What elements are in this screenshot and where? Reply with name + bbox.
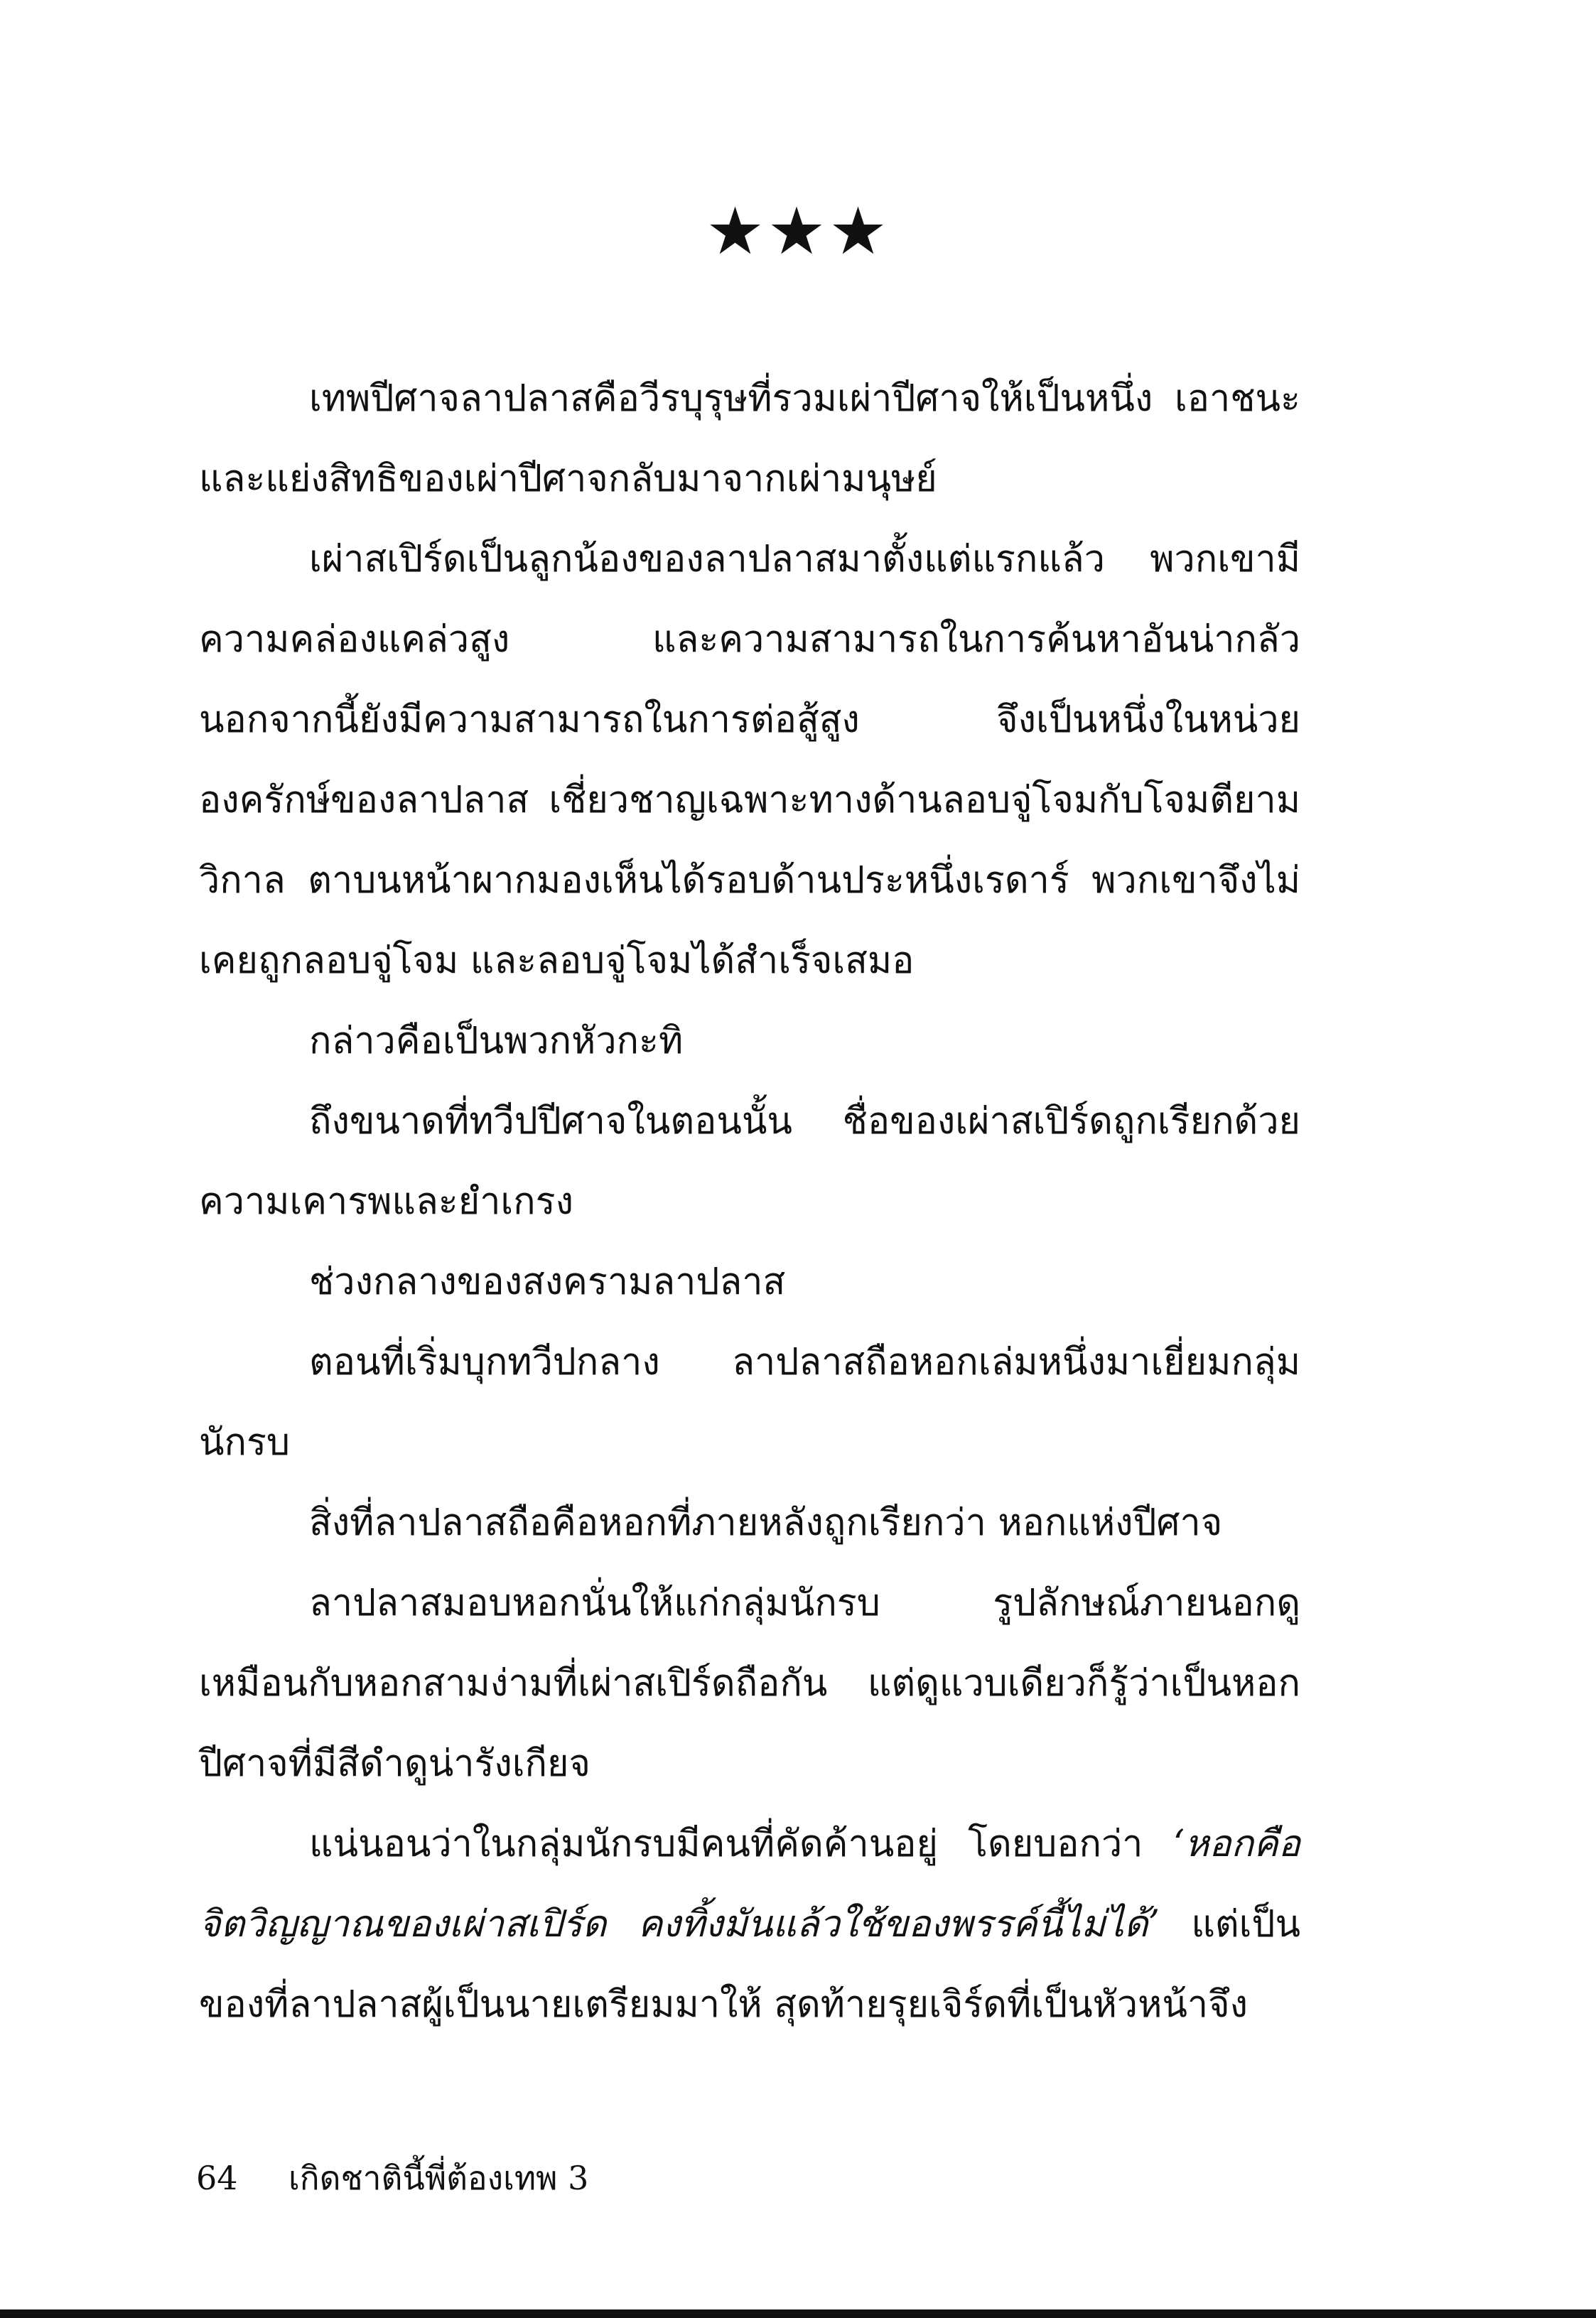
section-break-ornament: ★★★ — [706, 193, 890, 269]
bottom-edge-rule — [0, 2309, 1596, 2318]
page-footer — [196, 2157, 588, 2199]
paragraph-8: ลาปลาสมอบหอกนั่นให้แก่กลุ่มนักรบ รูปลักษณ์ภายนอกดูเหมือนกับหอกสามง่ามที่เผ่าสเปิร์ดถือกัน แต่ดูแวบเดียวก็รู้ว่าเป็นหอกปีศาจที่มีสีดำดูน่ารังเกียจ — [199, 1582, 1300, 1785]
body-text — [199, 359, 1300, 2045]
paragraph-5: ช่วงกลางของสงครามลาปลาส — [309, 1261, 786, 1303]
paragraph-9 — [199, 1804, 1300, 2045]
paragraph-1: เทพปีศาจลาปลาสคือวีรบุรุษที่รวมเผ่าปีศาจให้เป็นหนึ่ง เอาชนะและแย่งสิทธิของเผ่าปีศาจกลับมาจากเผ่ามนุษย์ — [199, 377, 1300, 500]
paragraph-2: เผ่าสเปิร์ดเป็นลูกน้องของลาปลาสมาตั้งแต่แรกแล้ว พวกเขามีความคล่องแคล่วสูง และความสามารถในการค้นหาอันน่ากลัว นอกจากนี้ยังมีความสามารถในการต่อสู้สูง จึงเป็นหนึ่งในหน่วยองครักษ์ของลาปลาส เชี่ยวชาญเฉพาะทางด้านลอบจู่โจมกับโจมตียามวิกาล ตาบนหน้าผากมองเห็นได้รอบด้านประหนึ่งเรดาร์ พวกเขาจึงไม่เคยถูกลอบจู่โจม และลอบจู่โจมได้สำเร็จเสมอ — [199, 538, 1300, 982]
paragraph-4: ถึงขนาดที่ทวีปปีศาจในตอนนั้น ชื่อของเผ่าสเปิร์ดถูกเรียกด้วยความเคารพและยำเกรง — [199, 1100, 1300, 1223]
paragraph-9-lead: แน่นอนว่าในกลุ่มนักรบมีคนที่คัดค้านอยู่ โดยบอกว่า — [309, 1823, 1173, 1865]
page-number: 64 — [196, 2159, 238, 2197]
paragraph-3: กล่าวคือเป็นพวกหัวกะทิ — [309, 1020, 684, 1062]
paragraph-9-tail: แต่เป็นของที่ลาปลาสผู้เป็นนายเตรียมมาให้ สุดท้ายรุยเจิร์ดที่เป็นหัวหน้าจึง — [199, 1903, 1300, 2026]
paragraph-6: ตอนที่เริ่มบุกทวีปกลาง ลาปลาสถือหอกเล่มหนึ่งมาเยี่ยมกลุ่มนักรบ — [199, 1341, 1300, 1464]
book-title: เกิดชาตินี้พี่ต้องเทพ 3 — [289, 2159, 589, 2197]
paragraph-7: สิ่งที่ลาปลาสถือคือหอกที่ภายหลังถูกเรียกว่า หอกแห่งปีศาจ — [309, 1502, 1223, 1544]
quoted-objection: ‘หอกคือจิตวิญญาณของเผ่าสเปิร์ด คงทิ้งมันแล้วใช้ของพรรค์นี้ไม่ได้’ — [199, 1823, 1300, 1946]
